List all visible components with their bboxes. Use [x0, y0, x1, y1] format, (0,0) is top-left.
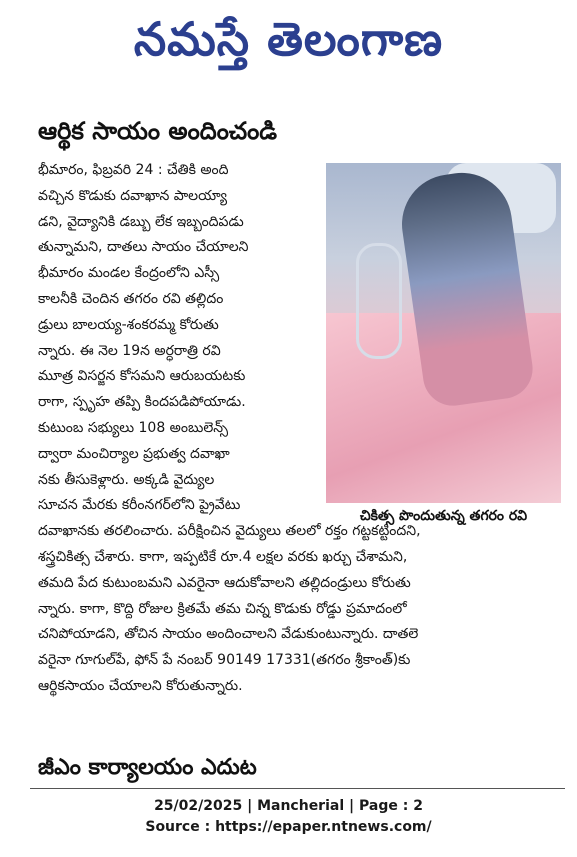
next-article-headline: జీఎం కార్యాలయం ఎదుట	[38, 755, 257, 780]
footer-divider	[30, 788, 565, 789]
body-line: కుటుంబ సభ్యులు 108 అంబులెన్స్	[38, 419, 229, 436]
body-line: న్నారు. కాగా, కొద్ది రోజుల క్రితమే తమ చిన్న కొడుకు రోడ్డు ప్రమాదంలో	[38, 600, 407, 617]
body-line: తున్నామని, దాతలు సాయం చేయాలని	[38, 239, 249, 256]
body-line: చనిపోయాడని, తోచిన సాయం అందించాలని వేడుకుంటున్నారు. దాతలె	[38, 626, 419, 643]
footer-date-edition: 25/02/2025 | Mancherial | Page : 2	[154, 798, 423, 814]
body-line: కాలనీకి చెందిన తగరం రవి తల్లిదం	[38, 290, 224, 307]
body-line: డ్రులు బాలయ్య-శంకరమ్మ కోరుతు	[38, 316, 219, 333]
body-line: తమది పేద కుటుంబమని ఎవరైనా ఆదుకోవాలని తల్లిదండ్రులు కోరుతు	[38, 574, 411, 591]
body-line: దవాఖానకు తరలించారు. పరీక్షించిన వైద్యులు తలలో రక్తం గట్టకట్టిందని,	[38, 523, 421, 540]
body-line: వచ్చిన కొడుకు దవాఖాన పాలయ్యా	[38, 187, 228, 204]
body-line: రాగా, స్పృహ తప్పి కిందపడిపోయాడు.	[38, 394, 246, 411]
body-line: న్నారు. ఈ నెల 19న అర్ధరాత్రి రవి	[38, 342, 221, 359]
body-line: భీమారం, ఫిబ్రవరి 24 : చేతికి అంది	[38, 162, 229, 178]
body-line: భీమారం మండల కేంద్రంలోని ఎస్సీ	[38, 265, 220, 282]
body-line: ద్వారా మంచిర్యాల ప్రభుత్వ దవాఖా	[38, 445, 230, 462]
body-line: ఆర్థికసాయం చేయాలని కోరుతున్నారు.	[38, 677, 243, 694]
article-headline: ఆర్థిక సాయం అందించండి	[38, 117, 278, 145]
body-line: మూత్ర విసర్జన కోసమని ఆరుబయటకు	[38, 368, 246, 385]
body-line: నకు తీసుకెళ్లారు. అక్కడి వైద్యుల	[38, 471, 215, 488]
masthead-title: నమస్తే తెలంగాణ	[133, 12, 444, 66]
body-line: శస్త్రచికిత్స చేశారు. కాగా, ఇప్పటికే రూ.4 లక్షల వరకు ఖర్చు చేశామని,	[38, 548, 408, 565]
body-line: వరైనా గూగుల్‌పే, ఫోన్ పే నంబర్ 90149 17331(తగరం శ్రీకాంత్)కు	[38, 652, 411, 669]
cut-off-text-fragment	[150, 92, 330, 102]
body-line: సూచన మేరకు కరీంనగర్‌లోని ప్రైవేటు	[38, 497, 241, 514]
footer-source: Source : https://epaper.ntnews.com/	[145, 819, 432, 835]
photo-caption: చికిత్స పొందుతున్న తగరం రవి	[326, 503, 561, 529]
article-body	[38, 158, 558, 700]
body-line: డని, వైద్యానికి డబ్బు లేక ఇబ్బందిపడు	[38, 213, 244, 230]
